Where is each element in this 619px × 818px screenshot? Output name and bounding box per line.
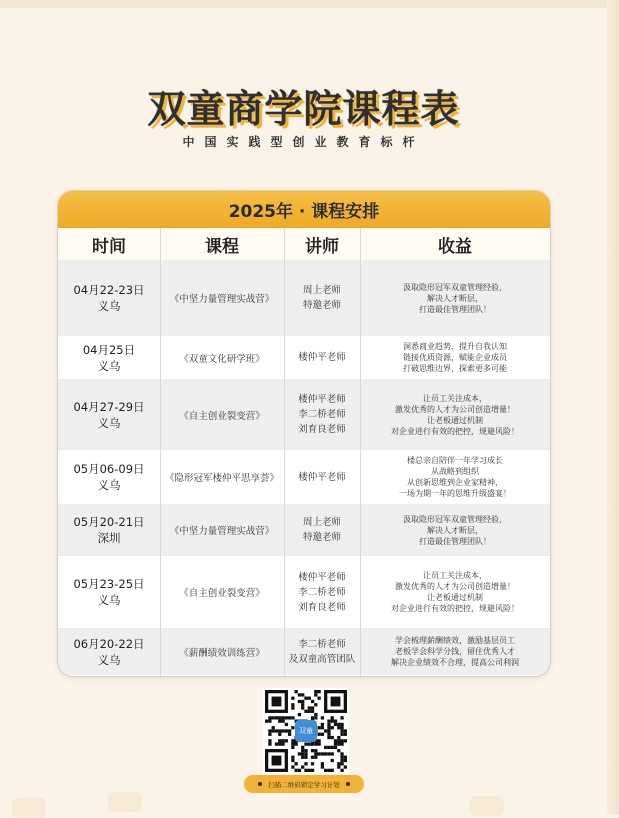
date-cell-line: 义乌	[97, 593, 121, 607]
qr-module	[275, 716, 278, 719]
qr-module	[317, 690, 320, 693]
qr-module	[340, 726, 343, 729]
benefit-cell-line: 让员工关注成本，	[423, 393, 487, 403]
qr-module	[340, 723, 343, 726]
qr-module	[340, 762, 343, 765]
qr-module	[278, 729, 281, 732]
qr-module	[331, 759, 334, 762]
qr-module	[321, 765, 324, 768]
teacher-cell	[284, 628, 360, 675]
qr-module	[268, 742, 271, 745]
bullet-icon	[346, 782, 350, 786]
qr-module	[295, 690, 298, 693]
page-subtitle: 中国实践型创业教育标杆	[182, 135, 425, 149]
date-cell-line: 义乌	[97, 299, 121, 313]
qr-module	[344, 759, 347, 762]
qr-module	[304, 697, 307, 700]
scan-cta-badge	[244, 775, 364, 793]
qr-module	[311, 742, 314, 745]
qr-module	[334, 723, 337, 726]
qr-finder	[331, 697, 341, 707]
date-cell	[58, 556, 160, 628]
qr-module	[340, 716, 343, 719]
qr-module	[288, 729, 291, 732]
qr-module	[278, 733, 281, 736]
benefit-cell	[360, 260, 550, 336]
qr-module	[301, 693, 304, 696]
qr-module	[334, 746, 337, 749]
teacher-cell-line: 楼仲平老师	[298, 394, 346, 405]
qr-module	[340, 769, 343, 772]
qr-module	[281, 720, 284, 723]
date-cell-line: 05月06-09日	[73, 462, 145, 476]
qr-module	[337, 762, 340, 765]
qr-module	[291, 742, 294, 745]
qr-module	[327, 723, 330, 726]
course-cell-line: 《自主创业裂变营》	[179, 588, 265, 599]
teacher-cell-line: 李二桥老师	[298, 638, 346, 650]
qr-module	[281, 742, 284, 745]
date-cell-line: 04月25日	[82, 342, 136, 357]
qr-module	[327, 729, 330, 732]
qr-module	[314, 742, 317, 745]
qr-module	[278, 720, 281, 723]
qr-module	[281, 739, 284, 742]
qr-module	[291, 706, 294, 709]
qr-module	[308, 706, 311, 709]
bullet-icon	[258, 782, 262, 786]
teacher-cell-line: 周上老师	[302, 517, 341, 528]
qr-module	[317, 697, 320, 700]
teacher-cell	[284, 556, 360, 628]
qr-module	[301, 746, 304, 749]
qr-module	[291, 697, 294, 700]
qr-module	[314, 690, 317, 693]
qr-module	[314, 713, 317, 716]
qr-module	[327, 752, 330, 755]
qr-module	[340, 759, 343, 762]
qr-module	[344, 739, 347, 742]
qr-module	[331, 752, 334, 755]
right-border	[607, 0, 619, 814]
table-row	[58, 628, 550, 675]
qr-module	[340, 752, 343, 755]
column-header-benefit: 收益	[360, 228, 550, 260]
qr-module	[324, 729, 327, 732]
qr-module	[314, 749, 317, 752]
benefit-cell-line: 老板学会科学分钱，留住优秀人才	[395, 647, 515, 656]
qr-module	[337, 726, 340, 729]
qr-module	[301, 752, 304, 755]
teacher-cell-line: 特邀老师	[302, 532, 341, 543]
qr-module	[301, 756, 304, 759]
qr-module	[304, 769, 307, 772]
qr-module	[298, 700, 301, 703]
date-cell	[58, 379, 160, 450]
qr-module	[298, 769, 301, 772]
qr-module	[301, 749, 304, 752]
teacher-cell	[284, 336, 360, 379]
decor-hexagon	[470, 796, 504, 816]
qr-module	[281, 729, 284, 732]
teacher-cell-line: 李二桥老师	[298, 586, 346, 598]
benefit-cell-line: 打造最佳管理团队！	[419, 536, 491, 546]
benefit-cell-line: 对企业进行有效的把控，规避风险！	[391, 426, 519, 436]
qr-module	[321, 716, 324, 719]
benefit-cell-line: 让老板通过机制	[427, 415, 483, 425]
course-cell-line: 《双童文化研学班》	[179, 353, 265, 365]
qr-module	[301, 700, 304, 703]
benefit-cell	[360, 504, 550, 556]
benefit-cell-line: 让老板通过机制	[427, 593, 483, 602]
qr-module	[298, 752, 301, 755]
column-divider	[360, 228, 361, 676]
top-border	[0, 0, 619, 8]
schedule-card	[57, 190, 551, 677]
qr-module	[317, 752, 320, 755]
benefit-cell	[360, 379, 550, 450]
column-divider	[160, 228, 161, 676]
qr-module	[340, 733, 343, 736]
qr-module	[331, 726, 334, 729]
qr-module	[311, 762, 314, 765]
qr-module	[301, 703, 304, 706]
table-row	[58, 379, 550, 450]
scan-cta-text: 扫描二维码锁定学习计划	[268, 780, 340, 789]
qr-module	[298, 713, 301, 716]
date-cell-line: 06月20-22日	[73, 636, 145, 651]
table-row	[58, 504, 550, 556]
course-cell-line: 《隐形冠军楼仲平思享荟》	[164, 473, 279, 484]
qr-logo: 双童	[295, 720, 317, 742]
qr-module	[301, 706, 304, 709]
qr-module	[291, 765, 294, 768]
qr-module	[311, 756, 314, 759]
course-cell-line: 《中坚力量管理实战营》	[169, 526, 275, 537]
date-cell-line: 05月23-25日	[73, 577, 145, 591]
date-cell	[58, 504, 160, 556]
qr-module	[311, 700, 314, 703]
qr-module	[337, 736, 340, 739]
date-cell-line: 04月27-29日	[73, 399, 145, 414]
qr-module	[327, 720, 330, 723]
qr-module	[295, 769, 298, 772]
table-row	[58, 556, 550, 628]
teacher-cell-line: 楼仲平老师	[298, 471, 346, 483]
qr-module	[327, 736, 330, 739]
qr-module	[321, 733, 324, 736]
date-cell-line: 05月20-21日	[73, 515, 145, 529]
qr-module	[304, 710, 307, 713]
qr-module	[314, 703, 317, 706]
qr-module	[331, 736, 334, 739]
benefit-cell	[360, 556, 550, 628]
qr-module	[275, 742, 278, 745]
teacher-cell-line: 刘育良老师	[298, 424, 346, 435]
qr-module	[308, 710, 311, 713]
qr-module	[304, 762, 307, 765]
qr-module	[288, 716, 291, 719]
qr-module	[324, 769, 327, 772]
qr-module	[321, 762, 324, 765]
benefit-cell-line: 汲取隐形冠军双童管理经验，	[403, 514, 507, 524]
qr-module	[272, 729, 275, 732]
date-cell	[58, 450, 160, 504]
qr-module	[291, 759, 294, 762]
qr-module	[317, 742, 320, 745]
qr-module	[314, 752, 317, 755]
qr-module	[308, 769, 311, 772]
course-cell	[160, 336, 284, 379]
benefit-cell-line: 解决企业绩效不合理，提高公司利润	[391, 658, 519, 667]
benefit-cell-line: 让员工关注成本，	[423, 571, 487, 580]
qr-module	[321, 752, 324, 755]
table-row	[58, 336, 550, 379]
date-cell	[58, 628, 160, 675]
qr-module	[285, 723, 288, 726]
date-cell-line: 义乌	[97, 478, 121, 492]
benefit-cell-line: 汲取隐形冠军双童管理经验，	[403, 282, 507, 292]
qr-module	[337, 739, 340, 742]
qr-module	[285, 716, 288, 719]
qr-module	[298, 693, 301, 696]
qr-module	[311, 706, 314, 709]
qr-module	[337, 723, 340, 726]
qr-module	[278, 716, 281, 719]
column-header-time: 时间	[58, 228, 160, 260]
benefit-cell-line: 对企业进行有效的把控，规避风险！	[391, 604, 519, 613]
qr-module	[334, 720, 337, 723]
qr-module	[278, 742, 281, 745]
teacher-cell-line: 楼仲平老师	[298, 571, 346, 583]
course-cell-line: 《薪酬绩效训练营》	[179, 647, 265, 659]
benefit-cell-line: 从战略到组织	[431, 467, 479, 476]
date-cell-line: 深圳	[97, 531, 121, 545]
qr-module	[317, 726, 320, 729]
benefit-cell-line: 从创新思维到企业家精神，	[407, 478, 503, 487]
qr-module	[268, 716, 271, 719]
qr-module	[308, 742, 311, 745]
decor-hexagon	[12, 798, 46, 818]
schedule-heading: 2025年 · 课程安排	[58, 191, 550, 228]
qr-module	[334, 739, 337, 742]
qr-module	[285, 729, 288, 732]
teacher-cell-line: 楼仲平老师	[298, 352, 346, 363]
qr-module	[268, 733, 271, 736]
table-row	[58, 450, 550, 504]
page-title: 双童商学院课程表	[147, 87, 460, 131]
qr-module	[268, 720, 271, 723]
qr-module	[344, 733, 347, 736]
qr-finder	[272, 697, 282, 707]
teacher-cell	[284, 504, 360, 556]
qr-module	[304, 749, 307, 752]
qr-module	[334, 742, 337, 745]
date-cell-line: 义乌	[97, 652, 121, 667]
qr-module	[337, 765, 340, 768]
qr-module	[344, 729, 347, 732]
qr-module	[272, 726, 275, 729]
course-cell	[160, 556, 284, 628]
date-cell	[58, 336, 160, 379]
qr-module	[308, 697, 311, 700]
qr-module	[327, 726, 330, 729]
teacher-cell-line: 周上老师	[302, 285, 341, 296]
qr-module	[340, 742, 343, 745]
qr-module	[272, 716, 275, 719]
qr-module	[275, 729, 278, 732]
qr-module	[340, 756, 343, 759]
benefit-cell-line: 解决人才断层，	[427, 293, 483, 303]
benefit-cell	[360, 336, 550, 379]
teacher-cell-line: 李二桥老师	[298, 409, 346, 420]
benefit-cell-line: 打破思维边界，探索更多可能	[403, 364, 507, 373]
qr-module	[304, 752, 307, 755]
qr-module	[337, 742, 340, 745]
qr-module	[331, 746, 334, 749]
qr-module	[344, 765, 347, 768]
qr-module	[314, 716, 317, 719]
qr-module	[304, 742, 307, 745]
qr-module	[281, 716, 284, 719]
qr-module	[314, 693, 317, 696]
date-cell-line: 04月22-23日	[73, 283, 145, 297]
column-headers	[58, 228, 550, 260]
qr-module	[331, 769, 334, 772]
qr-module	[291, 739, 294, 742]
benefit-cell-line: 链接优质资源，赋能企业成员	[403, 353, 507, 362]
qr-module	[285, 739, 288, 742]
qr-module	[317, 733, 320, 736]
teacher-cell	[284, 260, 360, 336]
column-header-teacher: 讲师	[284, 228, 360, 260]
qr-module	[291, 746, 294, 749]
qr-module	[344, 756, 347, 759]
teacher-cell	[284, 450, 360, 504]
qr-module	[321, 723, 324, 726]
benefit-cell	[360, 628, 550, 675]
qr-module	[324, 746, 327, 749]
column-divider	[284, 228, 285, 676]
course-cell	[160, 628, 284, 675]
qr-module	[337, 749, 340, 752]
qr-module	[311, 749, 314, 752]
benefit-cell-line: 激发优秀的人才为公司创造增量！	[395, 404, 515, 414]
qr-module	[301, 765, 304, 768]
qr-module	[324, 752, 327, 755]
column-header-course: 课程	[160, 228, 284, 260]
qr-module	[291, 703, 294, 706]
benefit-cell-line: 一场为期一年的思维升级盛宴！	[399, 489, 511, 498]
course-cell-line: 《中坚力量管理实战营》	[169, 294, 275, 305]
qr-module	[321, 726, 324, 729]
benefit-cell-line: 学会梳理薪酬绩效，激励基层员工	[395, 636, 515, 645]
benefit-cell-line: 楼总亲自陪伴一年学习成长	[407, 456, 503, 465]
date-cell-line: 义乌	[97, 358, 121, 373]
course-cell	[160, 379, 284, 450]
teacher-cell	[284, 379, 360, 450]
benefit-cell-line: 打造最佳管理团队！	[419, 304, 491, 314]
qr-module	[268, 739, 271, 742]
qr-module	[327, 769, 330, 772]
qr-code[interactable]	[263, 688, 349, 774]
qr-module	[331, 720, 334, 723]
teacher-cell-line: 及双童高管团队	[288, 653, 356, 665]
qr-module	[291, 716, 294, 719]
teacher-cell-line: 刘育良老师	[298, 601, 346, 613]
benefit-cell-line: 激发优秀的人才为公司创造增量！	[395, 582, 515, 591]
qr-module	[340, 739, 343, 742]
course-cell	[160, 450, 284, 504]
course-cell	[160, 504, 284, 556]
qr-module	[317, 739, 320, 742]
teacher-cell-line: 特邀老师	[302, 300, 341, 311]
course-cell	[160, 260, 284, 336]
qr-module	[291, 756, 294, 759]
qr-module	[265, 720, 268, 723]
date-cell	[58, 260, 160, 336]
benefit-cell	[360, 450, 550, 504]
table-row	[58, 260, 550, 336]
qr-module	[314, 756, 317, 759]
qr-module	[304, 756, 307, 759]
qr-module	[278, 739, 281, 742]
qr-module	[311, 710, 314, 713]
qr-module	[295, 742, 298, 745]
qr-module	[288, 733, 291, 736]
qr-finder	[272, 756, 282, 766]
qr-module	[340, 729, 343, 732]
benefit-cell-line: 洞悉商业趋势，提升自我认知	[403, 342, 507, 351]
qr-module	[331, 716, 334, 719]
qr-module	[311, 769, 314, 772]
date-cell-line: 义乌	[97, 415, 121, 430]
qr-module	[327, 733, 330, 736]
qr-module	[295, 762, 298, 765]
qr-module	[327, 746, 330, 749]
benefit-cell-line: 解决人才断层，	[427, 525, 483, 535]
qr-module	[268, 729, 271, 732]
course-cell-line: 《自主创业裂变营》	[179, 410, 265, 422]
decor-hexagon	[108, 792, 142, 812]
